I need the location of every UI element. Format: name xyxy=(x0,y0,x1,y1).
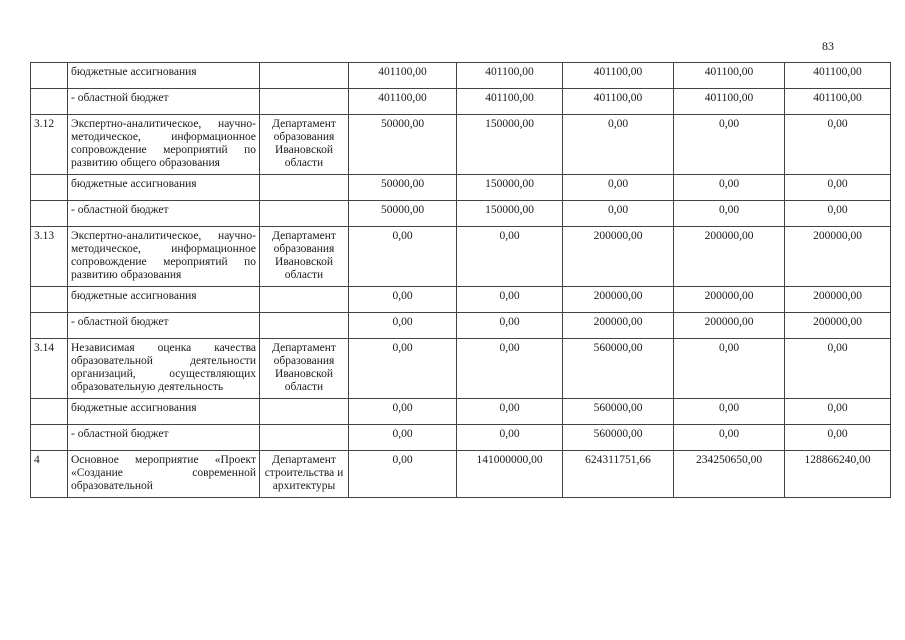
row-value-cell: 0,00 xyxy=(457,287,563,313)
row-value-cell: 0,00 xyxy=(563,201,674,227)
row-department-cell: Департамент образования Ивановской области xyxy=(260,227,349,287)
row-value-cell: 150000,00 xyxy=(457,201,563,227)
table-row-subtotal xyxy=(31,313,891,339)
row-value-cell: 0,00 xyxy=(349,399,457,425)
row-value-cell: 200000,00 xyxy=(785,287,891,313)
row-value-cell: 0,00 xyxy=(349,425,457,451)
table-row-subtotal xyxy=(31,425,891,451)
row-value-cell: 0,00 xyxy=(349,339,457,399)
row-value-cell: 401100,00 xyxy=(785,63,891,89)
row-value-cell: 0,00 xyxy=(349,451,457,498)
table-row-item xyxy=(31,451,891,498)
row-value-cell: 150000,00 xyxy=(457,115,563,175)
row-value-cell: 0,00 xyxy=(785,175,891,201)
row-value-cell: 560000,00 xyxy=(563,339,674,399)
row-name-cell: бюджетные ассигнования xyxy=(68,287,260,313)
row-department-cell xyxy=(260,287,349,313)
row-code-cell: 4 xyxy=(31,451,68,498)
row-department-cell xyxy=(260,175,349,201)
row-value-cell: 0,00 xyxy=(457,227,563,287)
row-value-cell: 401100,00 xyxy=(563,89,674,115)
budget-table xyxy=(30,62,891,498)
table-row-item xyxy=(31,227,891,287)
page-number: 83 xyxy=(822,39,834,53)
row-value-cell: 0,00 xyxy=(785,115,891,175)
row-value-cell: 0,00 xyxy=(674,201,785,227)
row-value-cell: 0,00 xyxy=(349,287,457,313)
row-code-cell: 3.13 xyxy=(31,227,68,287)
row-name-cell: бюджетные ассигнования xyxy=(68,63,260,89)
row-value-cell: 200000,00 xyxy=(563,287,674,313)
row-value-cell: 0,00 xyxy=(674,175,785,201)
row-name-cell: - областной бюджет xyxy=(68,89,260,115)
row-value-cell: 560000,00 xyxy=(563,399,674,425)
row-value-cell: 401100,00 xyxy=(674,63,785,89)
row-value-cell: 0,00 xyxy=(674,399,785,425)
row-code-cell xyxy=(31,175,68,201)
table-row-subtotal xyxy=(31,175,891,201)
row-value-cell: 401100,00 xyxy=(785,89,891,115)
budget-table-body xyxy=(31,63,891,498)
row-code-cell xyxy=(31,89,68,115)
row-value-cell: 401100,00 xyxy=(457,89,563,115)
row-value-cell: 50000,00 xyxy=(349,201,457,227)
row-value-cell: 0,00 xyxy=(674,115,785,175)
row-value-cell: 0,00 xyxy=(457,339,563,399)
row-code-cell xyxy=(31,201,68,227)
row-value-cell: 128866240,00 xyxy=(785,451,891,498)
table-row-subtotal xyxy=(31,89,891,115)
row-value-cell: 0,00 xyxy=(457,425,563,451)
row-code-cell: 3.14 xyxy=(31,339,68,399)
row-value-cell: 0,00 xyxy=(785,399,891,425)
row-value-cell: 200000,00 xyxy=(785,313,891,339)
row-code-cell xyxy=(31,313,68,339)
row-name-cell: бюджетные ассигнования xyxy=(68,175,260,201)
row-value-cell: 0,00 xyxy=(457,399,563,425)
table-row-item xyxy=(31,339,891,399)
row-value-cell: 200000,00 xyxy=(674,287,785,313)
row-department-cell xyxy=(260,201,349,227)
row-department-cell xyxy=(260,399,349,425)
row-value-cell: 200000,00 xyxy=(785,227,891,287)
row-value-cell: 401100,00 xyxy=(674,89,785,115)
row-name-cell: - областной бюджет xyxy=(68,313,260,339)
row-value-cell: 0,00 xyxy=(457,313,563,339)
row-value-cell: 200000,00 xyxy=(674,227,785,287)
row-name-cell: Независимая оценка качества образовательной деятельности организаций, осуществляющих образовательную деятельность xyxy=(68,339,260,399)
row-name-cell: - областной бюджет xyxy=(68,201,260,227)
row-code-cell xyxy=(31,287,68,313)
row-value-cell: 200000,00 xyxy=(674,313,785,339)
row-value-cell: 0,00 xyxy=(349,313,457,339)
table-row-subtotal xyxy=(31,399,891,425)
row-value-cell: 150000,00 xyxy=(457,175,563,201)
row-department-cell xyxy=(260,63,349,89)
table-row-subtotal xyxy=(31,63,891,89)
row-value-cell: 50000,00 xyxy=(349,115,457,175)
row-name-cell: Основное мероприятие «Проект «Создание современной образовательной xyxy=(68,451,260,498)
row-value-cell: 0,00 xyxy=(563,115,674,175)
row-value-cell: 0,00 xyxy=(349,227,457,287)
row-name-cell: - областной бюджет xyxy=(68,425,260,451)
row-department-cell: Департамент образования Ивановской области xyxy=(260,339,349,399)
row-value-cell: 200000,00 xyxy=(563,227,674,287)
row-value-cell: 401100,00 xyxy=(349,63,457,89)
row-value-cell: 624311751,66 xyxy=(563,451,674,498)
row-value-cell: 401100,00 xyxy=(457,63,563,89)
row-value-cell: 0,00 xyxy=(674,339,785,399)
row-code-cell: 3.12 xyxy=(31,115,68,175)
row-code-cell xyxy=(31,63,68,89)
row-value-cell: 560000,00 xyxy=(563,425,674,451)
row-value-cell: 401100,00 xyxy=(563,63,674,89)
row-department-cell: Департамент строительства и архитектуры xyxy=(260,451,349,498)
row-name-cell: Экспертно-аналитическое, научно-методическое, информационное сопровождение мероприятий по развитию образования xyxy=(68,227,260,287)
row-value-cell: 234250650,00 xyxy=(674,451,785,498)
row-value-cell: 401100,00 xyxy=(349,89,457,115)
row-value-cell: 50000,00 xyxy=(349,175,457,201)
row-code-cell xyxy=(31,399,68,425)
row-value-cell: 0,00 xyxy=(674,425,785,451)
row-value-cell: 200000,00 xyxy=(563,313,674,339)
row-value-cell: 0,00 xyxy=(563,175,674,201)
table-row-subtotal xyxy=(31,201,891,227)
row-department-cell xyxy=(260,425,349,451)
table-row-subtotal xyxy=(31,287,891,313)
row-code-cell xyxy=(31,425,68,451)
row-department-cell xyxy=(260,313,349,339)
row-value-cell: 0,00 xyxy=(785,201,891,227)
row-name-cell: бюджетные ассигнования xyxy=(68,399,260,425)
row-value-cell: 0,00 xyxy=(785,425,891,451)
row-department-cell xyxy=(260,89,349,115)
table-row-item xyxy=(31,115,891,175)
row-value-cell: 0,00 xyxy=(785,339,891,399)
row-name-cell: Экспертно-аналитическое, научно-методическое, информационное сопровождение мероприятий по развитию общего образования xyxy=(68,115,260,175)
row-value-cell: 141000000,00 xyxy=(457,451,563,498)
row-department-cell: Департамент образования Ивановской области xyxy=(260,115,349,175)
